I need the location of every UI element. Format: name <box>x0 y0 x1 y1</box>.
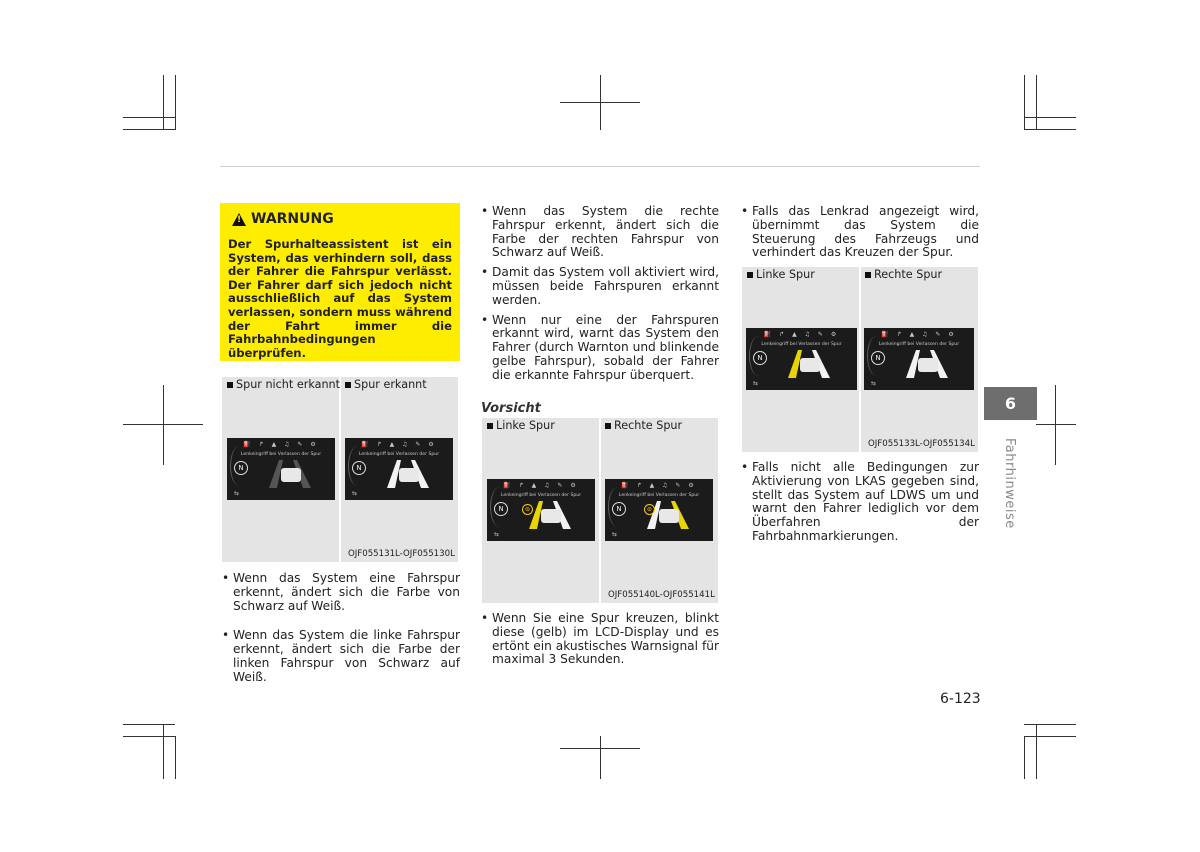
screen-message: Lenkeingriff bei Verlassen der Spur <box>358 452 440 457</box>
figure-caption-left: Linke Spur <box>487 419 555 432</box>
status-icons: ⛽ ↱ ▲ ♫ ✎ ⚙ <box>763 331 840 338</box>
warning-box <box>220 203 460 361</box>
steering-warning-icon: ⊜ <box>644 504 655 515</box>
warning-text: Der Spurhalteassistent ist ein System, das verhindern soll, dass der Fahrer die Fahrspur verlässt. Der Fahrer darf sich jedoch nicht ausschließlich auf das System verlassen, sondern muss während der Fahrt immer die Fahrbahnbedingungen überprüfen. <box>228 237 452 360</box>
list-item: • Damit das System voll aktiviert wird, müssen beide Fahrspuren erkannt werden. <box>481 266 719 307</box>
drive-mode-icon: N <box>753 351 767 365</box>
header-rule <box>220 166 980 167</box>
status-icons: ⛽ ↱ ▲ ♫ ✎ ⚙ <box>881 331 957 338</box>
car-icon: ⇆ <box>494 531 500 538</box>
figure-caption-left: Spur nicht erkannt <box>227 378 340 391</box>
car-icon: ⇆ <box>612 531 618 538</box>
column-2-text <box>481 205 719 383</box>
figure-caption-right: Spur erkannt <box>345 378 427 391</box>
screen-message: Lenkeingriff bei Verlassen der Spur <box>240 452 322 457</box>
warning-triangle-icon <box>232 213 246 226</box>
status-icons: ⛽ ↱ ▲ ♫ ✎ ⚙ <box>621 482 697 489</box>
cluster-screen <box>864 328 974 390</box>
column-1-text <box>222 572 460 685</box>
list-item: • Wenn das System eine Fahrspur erkennt, ändert sich die Farbe von Schwarz auf Weiß. <box>222 572 460 613</box>
list-item: • Falls nicht alle Bedingungen zur Aktivierung von LKAS gegeben sind, stellt das System auf LDWS um und warnt den Fahrer lediglich vor dem Überfahren der Fahrbahnmarkierungen. <box>741 461 979 544</box>
steering-warning-icon: ⊜ <box>522 504 533 515</box>
status-icons: ⛽ ↱ ▲ ♫ ✎ ⚙ <box>503 482 579 489</box>
column-3-bottom-text <box>741 461 979 544</box>
figure-code: OJF055140L-OJF055141L <box>608 590 715 600</box>
figure-caption-right: Rechte Spur <box>865 268 942 281</box>
status-icons: ⛽ ↱ ▲ ♫ ✎ ⚙ <box>243 441 319 448</box>
column-2-bottom-text <box>481 612 719 667</box>
cluster-screen <box>345 438 453 500</box>
screen-message: Lenkeingriff bei Verlassen der Spur <box>618 493 700 498</box>
caution-heading: Vorsicht <box>481 401 541 416</box>
figure-lane-steering <box>742 267 978 452</box>
drive-mode-icon: N <box>612 502 626 516</box>
car-icon: ⇆ <box>753 380 759 387</box>
column-3-text <box>741 205 979 260</box>
screen-message: Lenkeingriff bei Verlassen der Spur <box>761 342 842 347</box>
car-icon: ⇆ <box>352 490 358 497</box>
list-item: • Falls das Lenkrad angezeigt wird, übernimmt das System die Steuerung des Fahrzeugs und verhindert das Kreuzen der Spur. <box>741 205 979 260</box>
status-icons: ⛽ ↱ ▲ ♫ ✎ ⚙ <box>361 441 437 448</box>
warning-header <box>228 210 452 228</box>
drive-mode-icon: N <box>352 461 366 475</box>
page-number: 6-123 <box>940 691 981 707</box>
drive-mode-icon: N <box>234 461 248 475</box>
cluster-screen <box>746 328 857 390</box>
figure-lane-detection <box>222 377 458 562</box>
screen-message: Lenkeingriff bei Verlassen der Spur <box>878 342 960 347</box>
chapter-tab: 6 <box>984 387 1037 420</box>
cluster-screen <box>605 479 713 541</box>
drive-mode-icon: N <box>871 351 885 365</box>
drive-mode-icon: N <box>494 502 508 516</box>
screen-message: Lenkeingriff bei Verlassen der Spur <box>500 493 582 498</box>
list-item: • Wenn nur eine der Fahrspuren erkannt wird, warnt das System den Fahrer (durch Warnton und blinkende gelbe Fahrspur), sobald der Fahrer die erkannte Fahrspur überquert. <box>481 314 719 383</box>
figure-lane-warning <box>482 418 718 603</box>
figure-code: OJF055133L-OJF055134L <box>868 439 975 449</box>
figure-caption-left: Linke Spur <box>747 268 815 281</box>
list-item: • Wenn das System die linke Fahrspur erkennt, ändert sich die Farbe der linken Fahrspur von Schwarz auf Weiß. <box>222 629 460 684</box>
warning-title: WARNUNG <box>251 211 334 227</box>
cluster-screen <box>227 438 335 500</box>
chapter-label: Fahrhinweise <box>1002 438 1017 529</box>
list-item: • Wenn das System die rechte Fahrspur erkennt, ändert sich die Farbe der rechten Fahrspur von Schwarz auf Weiß. <box>481 205 719 260</box>
cluster-screen <box>487 479 595 541</box>
figure-code: OJF055131L-OJF055130L <box>348 549 455 559</box>
list-item: • Wenn Sie eine Spur kreuzen, blinkt diese (gelb) im LCD-Display und es ertönt ein akustisches Warnsignal für maximal 3 Sekunden. <box>481 612 719 667</box>
car-icon: ⇆ <box>234 490 240 497</box>
car-icon: ⇆ <box>871 380 877 387</box>
figure-caption-right: Rechte Spur <box>605 419 682 432</box>
